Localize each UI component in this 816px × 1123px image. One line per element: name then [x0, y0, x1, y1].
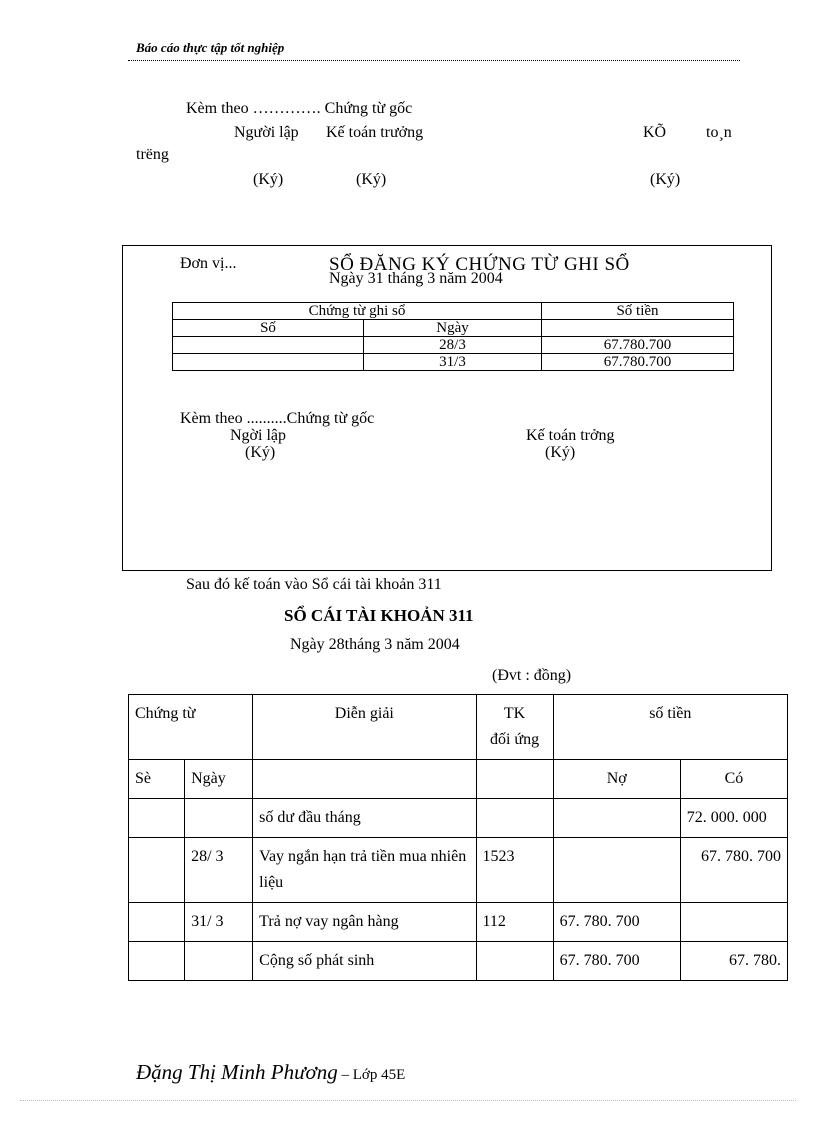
ledger-head-voucher: Chứng từ [129, 695, 253, 760]
preparer-label: Người lập [234, 124, 299, 141]
ledger-head-description: Diễn giải [253, 695, 476, 760]
sign-chief-2: (Ký) [650, 171, 681, 188]
register-preparer: Ngời lập [230, 427, 287, 444]
register-table [172, 302, 734, 371]
register-chief-accountant: Kế toán trởng [526, 427, 615, 444]
register-row: 28/3 67.780.700 [173, 337, 734, 354]
ledger-unit: (Đvt : đồng) [492, 667, 572, 684]
attach-line: Kèm theo …………. Chứng từ gốc [186, 100, 413, 117]
register-date: Ngày 31 tháng 3 năm 2004 [329, 270, 503, 287]
sign-chief: (Ký) [356, 171, 387, 188]
table-row: số dư đầu tháng 72. 000. 000 [129, 799, 788, 838]
register-title: SỔ ĐĂNG KÝ CHỨNG TỪ GHI SỔ [329, 254, 630, 275]
ledger-head-tk-line2: đối ứng [489, 731, 540, 748]
ledger-head-date: Ngày [185, 760, 253, 799]
ledger-head-debit: Nợ [553, 760, 680, 799]
table-row: 31/ 3 Trả nợ vay ngân hàng 112 67. 780. 700 [129, 903, 788, 942]
ledger-table [128, 694, 788, 981]
page-header-title: Báo cáo thực tập tốt nghiệp [136, 40, 285, 55]
register-col-date: Ngày [364, 320, 542, 337]
register-row: 31/3 67.780.700 [173, 354, 734, 371]
footer-class: – Lớp 45E [337, 1067, 406, 1083]
ledger-intro: Sau đó kế toán vào Sổ cái tài khoản 311 [186, 576, 442, 593]
register-col-group: Chứng từ ghi sổ [173, 303, 542, 320]
ledger-head-no: Sè [129, 760, 185, 799]
ledger-title: SỔ CÁI TÀI KHOẢN 311 [284, 606, 474, 625]
table-row: Cộng số phát sinh 67. 780. 700 67. 780. [129, 942, 788, 981]
ledger-head-tk [476, 695, 553, 760]
ledger-head-amount: số tiền [553, 695, 787, 760]
ledger-head-tk-line1: TK [503, 705, 526, 722]
register-empty-cell [542, 320, 734, 337]
ledger-head-empty-desc [253, 760, 476, 799]
page-footer [136, 1060, 405, 1085]
chief-accountant-label-2a: KÕ [643, 124, 667, 141]
register-col-no: Số [173, 320, 364, 337]
chief-accountant-label-2b: to¸n [706, 124, 732, 141]
register-col-amount: Số tiền [542, 303, 734, 320]
footer-author: Đặng Thị Minh Phương [136, 1060, 338, 1084]
ledger-head-credit: Có [680, 760, 787, 799]
register-attach: Kèm theo ..........Chứng từ gốc [180, 410, 375, 427]
voucher-register-box [122, 245, 772, 571]
ledger-date: Ngày 28tháng 3 năm 2004 [290, 636, 460, 653]
chief-accountant-wrap: trëng [136, 146, 169, 163]
register-unit: Đơn vị... [180, 255, 237, 272]
sign-preparer: (Ký) [253, 171, 284, 188]
register-sign-chief: (Ký) [545, 444, 576, 461]
chief-accountant-label: Kế toán trưởng [326, 124, 424, 141]
table-row: 28/ 3 Vay ngắn hạn trả tiền mua nhiên liệu 1523 67. 780. 700 [129, 838, 788, 903]
register-sign-preparer: (Ký) [245, 444, 276, 461]
footer-divider [20, 1100, 796, 1101]
header-divider [128, 60, 740, 61]
ledger-head-empty-tk [476, 760, 553, 799]
